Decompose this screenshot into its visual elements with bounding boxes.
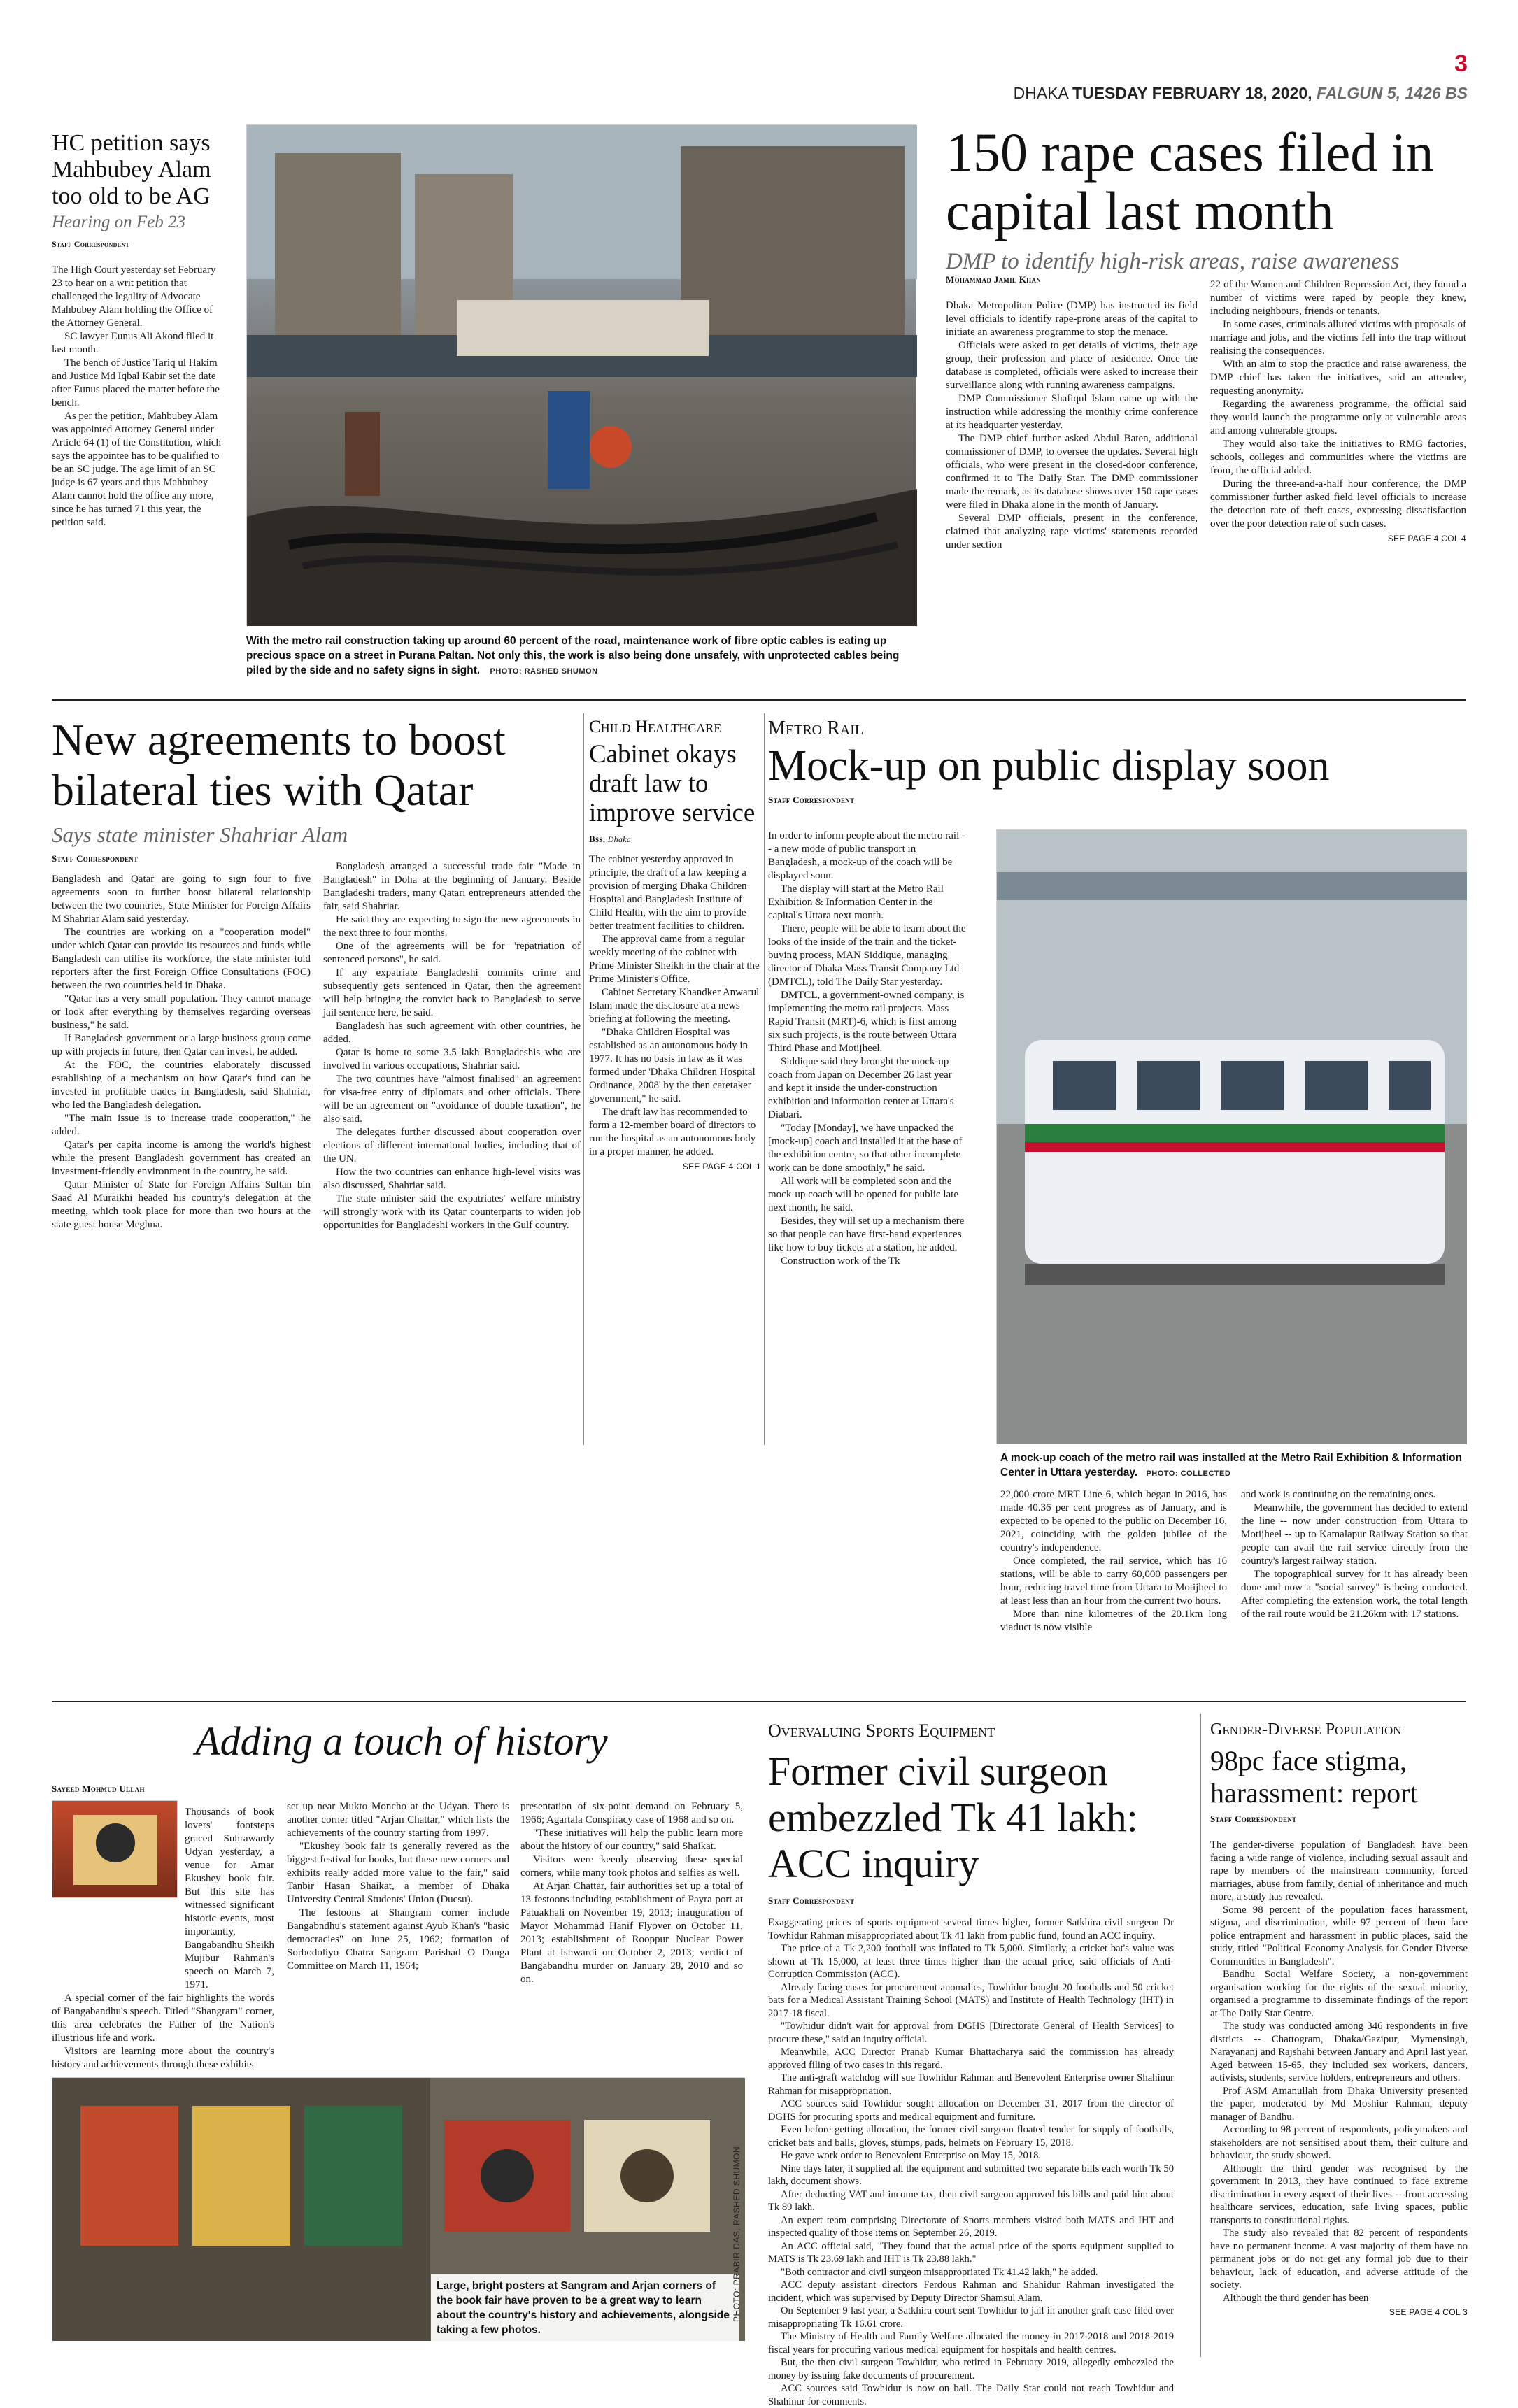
civil-para: ACC sources said Towhidur sought allocation on December 31, 2017 from the director of DGHS for procuring sports and medical equipment and furniture.	[768, 2098, 1174, 2123]
qatar-para: The two countries have "almost finalised" an agreement for visa-free entry of diplomats and other officials. There will be an agreement on "avoidance of double taxation", he also said.	[323, 1074, 581, 1125]
column-rule	[764, 713, 765, 1445]
gender-para: The study also revealed that 82 percent of respondents have no permanent income. A vast majority of them have no permanent jobs or do not get any formal job due to their behaviour, lack of education, and adverse attitude of the society.	[1210, 2228, 1468, 2291]
metro-byline: Staff Correspondent	[768, 795, 855, 805]
gender-byline: Staff Correspondent	[1210, 1814, 1297, 1824]
rape-headline: 150 rape cases filed in capital last month	[946, 122, 1434, 241]
rape-para: During the three-and-a-half hour conference, the DMP commissioner further asked field level officials to increase the detection rate of theft cases, expressing dissatisfaction over the poor detection rate of such cases.	[1210, 478, 1466, 529]
civil-para: "Towhidur didn't wait for approval from DGHS [Directorate General of Health Services] to procure these," said an inquiry official.	[768, 2021, 1174, 2045]
gender-para: Some 98 percent of the population faces harassment, stigma, and discrimination, while 97 percent of them face police entrapment and harassment in public places, said the study, titled "Political Economy Analysis for Gender Diverse Communities in Bangladesh".	[1210, 1904, 1468, 1967]
gender-para: Bandhu Social Welfare Society, a non-government organisation working for the rights of the sexual minority, organised a programme to disseminate findings of the report at The Daily Star Centre.	[1210, 1969, 1468, 2019]
metro-para: Siddique said they brought the mock-up coach from Japan on December 26 last year and kept it inside the under-construction exhibition and information center at Uttara's Diabari.	[768, 1056, 954, 1120]
child-story	[589, 718, 761, 1171]
metro-para: and work is continuing on the remaining ones.	[1241, 1489, 1436, 1500]
caption-text: With the metro rail construction taking up around 60 percent of the road, maintenance work of fibre optic cables is eating up precious space on a street in Purana Paltan. Not only this, the work is also being done unsafely, with unprotected cables being piled by the side and no safety signs in sight.	[246, 635, 900, 676]
metro-para: Besides, they will set up a mechanism there so that people can have first-hand experiences like how to buy tickets at a station, he added.	[768, 1216, 965, 1253]
page-number: 3	[1454, 50, 1468, 77]
civil-para: He gave work order to Benevolent Enterprise on May 15, 2018.	[781, 2150, 1042, 2161]
rape-para: Regarding the awareness programme, the official said they would launch the programme only at vulnerable areas and among vulnerable groups.	[1210, 399, 1466, 436]
rape-col-2	[1210, 278, 1466, 543]
qatar-para: The state minister said the expatriates' welfare ministry will strongly work with its Qatar counterparts to widen job opportunities for Bangladeshi workers in the Gulf country.	[323, 1193, 581, 1231]
hc-headline: HC petition says Mahbubey Alam too old to be AG	[52, 130, 211, 209]
masthead-date: TUESDAY FEBRUARY 18, 2020,	[1072, 84, 1312, 102]
qatar-story	[52, 715, 590, 864]
qatar-col-2	[323, 860, 581, 1232]
civil-byline: Staff Correspondent	[768, 1895, 855, 1906]
history-col-3	[520, 1800, 743, 1986]
metro-headline: Mock-up on public display soon	[768, 742, 1330, 790]
civil-para: After deducting VAT and income tax, then civil surgeon approved his bills and paid him about Tk 89 lakh.	[768, 2188, 1174, 2213]
section-divider	[52, 1701, 1466, 1702]
qatar-deck: Says state minister Shahriar Alam	[52, 822, 348, 847]
masthead-dateline	[1014, 84, 1468, 103]
gender-body	[1210, 1839, 1468, 2317]
column-rule	[583, 713, 584, 1445]
history-byline: Sayeed Mohmud Ullah	[52, 1783, 145, 1794]
qatar-para: Qatar's per capita income is among the world's highest while the present Bangladesh government has created an investment-friendly environment in the country, he said.	[52, 1139, 311, 1177]
qatar-headline: New agreements to boost bilateral ties with Qatar	[52, 715, 506, 815]
hc-para: The High Court yesterday set February 23 to hear on a writ petition that challenged the legality of Advocate Mahbubey Alam holding the Office of the Attorney General.	[52, 264, 216, 329]
civil-para: On September 9 last year, a Satkhira court sent Towhidur to jail in another graft case filed over misappropriating Tk 16.61 crore.	[768, 2305, 1174, 2330]
child-continued[interactable]: SEE PAGE 4 COL 1	[682, 1162, 761, 1171]
caption-text: A mock-up coach of the metro rail was installed at the Metro Rail Exhibition & Information Center in Uttara yesterday.	[1000, 1452, 1462, 1479]
hc-para: SC lawyer Eunus Ali Akond filed it last month.	[52, 331, 214, 355]
history-para: At Arjan Chattar, fair authorities set up a total of 13 festoons including establishment of Payra port at Patuakhali on November 19, 2013; inauguration of Mayor Mohammad Hanif Flyover on October 11, 2013; establishment of Rooppur Nuclear Power Plant at Ishwardi on October 2, 2013; verdict of Bangabandhu murder on January 28, 2010 and so on.	[520, 1881, 743, 1985]
qatar-para: The countries are working on a "cooperation model" under which Qatar can provide its resources and funds while Bangladesh can utilise its workforce, the state minister told reporters after the first Foreign Office Consultations (FOC) between the two countries held in Dhaka.	[52, 927, 311, 991]
qatar-para: How the two countries can enhance high-level visits was also discussed, Shahriar said.	[323, 1167, 581, 1191]
hc-para: The bench of Justice Tariq ul Hakim and Justice Md Iqbal Kabir set the date after Eunus placed the matter before the bench.	[52, 357, 220, 408]
child-byline-agency: Bss,	[589, 834, 606, 844]
child-para: The draft law has recommended to form a 12-member board of directors to run the hospital as an autonomous body in a proper manner, he added.	[589, 1106, 756, 1157]
metro-col-1	[768, 829, 968, 1268]
qatar-para: At the FOC, the countries elaborately discussed establishing of a mechanism on how Qatar's fund can be invested in profitable trades in Bangladesh, said Shahriar, who led the Bangladesh delegation.	[52, 1060, 311, 1111]
qatar-para: "Qatar has a very small population. They cannot manage or look after everything by themselves regarding overseas business," he said.	[52, 993, 311, 1031]
metro-para: Meanwhile, the government has decided to extend the line -- now under construction from Uttara to Motijheel -- up to Kamalapur Railway Station so that people can avail the rail service directly from the country's largest railway station.	[1241, 1502, 1468, 1567]
masthead-city: DHAKA	[1013, 84, 1068, 102]
civil-para: Even before getting allocation, the former civil surgeon floated tender for supply of footballs, cricket bats and balls, gloves, stumps, pads, helmets on February 15, 2018.	[768, 2124, 1174, 2149]
history-col-1	[52, 1806, 274, 2072]
qatar-para: Bangladesh arranged a successful trade fair "Made in Bangladesh" in Doha at the beginning of January. Beside Bangladeshi traders, many Qatari entrepreneurs attended the fair, said Shahriar.	[323, 861, 581, 912]
hc-byline: Staff Correspondent	[52, 239, 130, 249]
book-fair-caption: Large, bright posters at Sangram and Arjan corners of the book fair have proven to be a great way to learn about the country's history and achievements, alongside taking a few photos.	[431, 2274, 739, 2342]
metro-mockup-caption	[1000, 1451, 1468, 1481]
history-para: A special corner of the fair highlights the words of Bangabandhu's speech. Titled "Shangram" corner, this area celebrates the Father of the Nation's illustrious life and work.	[52, 1993, 274, 2044]
civil-headline: Former civil surgeon embezzled Tk 41 lakh: ACC inquiry	[768, 1748, 1138, 1886]
hc-deck: Hearing on Feb 23	[52, 213, 185, 231]
rape-story	[946, 123, 1467, 275]
qatar-para: The delegates further discussed about cooperation over elections of different international bodies, including that of the UN.	[323, 1127, 581, 1164]
metro-para: More than nine kilometres of the 20.1km long viaduct is now visible	[1000, 1609, 1227, 1633]
qatar-para: One of the agreements will be for "repatriation of sentenced persons", he said.	[323, 941, 581, 965]
hc-para: As per the petition, Mahbubey Alam was appointed Attorney General under Article 64 (1) of the Constitution, which says the appointee has to be qualified to be an SC judge. The age limit of an SC judge is 67 years and thus Mahbubey Alam cannot hold the office any more, since he has turned 71 this year, the petition said.	[52, 411, 222, 528]
section-divider	[52, 699, 1466, 701]
photo-credit: PHOTO: PRABIR DAS, RASHED SHUMON	[732, 2146, 742, 2322]
history-para: presentation of six-point demand on February 5, 1966; Agartala Conspiracy case of 1968 and so on.	[520, 1801, 743, 1825]
history-para: set up near Mukto Moncho at the Udyan. There is another corner titled "Arjan Chattar," which lists the achievements of the country starting from 1997.	[287, 1801, 509, 1839]
gender-kicker: Gender-Diverse Population	[1210, 1720, 1402, 1739]
rape-byline: Mohammad Jamil Khan	[946, 274, 1042, 285]
civil-para: "Both contractor and civil surgeon misappropriated Tk 41.42 lakh," he added.	[781, 2266, 1098, 2278]
rape-para: They would also take the initiatives to RMG factories, schools, colleges and communities where the victims are from, the official added.	[1210, 439, 1466, 476]
rape-para: With an aim to stop the practice and raise awareness, the DMP chief has taken the initiatives, said an attendee, requesting anonymity.	[1210, 359, 1466, 397]
civil-para: Exaggerating prices of sports equipment several times higher, former Satkhira civil surgeon Dr Towhidur Rahman misappropriated about Tk 41 lakh from public fund, found an ACC inquiry.	[768, 1917, 1174, 1942]
hc-story	[52, 130, 227, 529]
metro-mockup-image	[997, 830, 1467, 1444]
history-para: Visitors are learning more about the country's history and achievements through these exhibits	[52, 2046, 274, 2070]
civil-para: The Ministry of Health and Family Welfare allocated the money in 2017-2018 and 2018-2019 fiscal years for procuring various medical equipment for hospitals and health centres.	[768, 2331, 1174, 2356]
history-para: Visitors were keenly observing these special corners, while many took photos and selfies as well.	[520, 1854, 743, 1879]
photo-credit: PHOTO: RASHED SHUMON	[490, 667, 598, 676]
rape-para: Dhaka Metropolitan Police (DMP) has instructed its field level officials to identify rape-prone areas of the capital to initiate an awareness programme to stop the menace.	[946, 300, 1198, 338]
civil-para: Meanwhile, ACC Director Pranab Kumar Bhattacharya said the commission has already approved filing of two cases in this regard.	[768, 2046, 1174, 2071]
qatar-byline: Staff Correspondent	[52, 853, 139, 864]
civil-para: An expert team comprising Directorate of Sports members visited both MATS and IHT and inspected quality of those items on September 26, 2019.	[768, 2214, 1174, 2239]
rape-para: The DMP chief further asked Abdul Baten, additional commissioner of DMP, to oversee the updates. Several high officials, who were present in the closed-door conference, confirmed it to The Daily Star. The DMP commissioner made the remark, as its database shows over 150 rape cases were filed in Dhaka alone in the month of January.	[946, 433, 1198, 511]
hc-body	[52, 264, 227, 529]
history-col-2	[287, 1800, 509, 1973]
metro-story	[768, 718, 1468, 806]
qatar-col-1	[52, 873, 311, 1232]
gender-story	[1210, 1720, 1468, 2317]
qatar-para: Qatar Minister of State for Foreign Affairs Sultan bin Saad Al Muraikhi headed his country's delegation at the meeting, which took place for more than two hours at the state guest house Meghna.	[52, 1179, 311, 1230]
history-para: "These initiatives will help the public learn more about the history of our country," said Shaikat.	[520, 1828, 743, 1852]
metro-para: DMTCL, a government-owned company, is implementing the metro rail projects. Mass Rapid Transit (MRT)-6, which is first among six such projects, is the route between Uttara Third Phase and Motijheel.	[768, 990, 965, 1054]
civil-para: ACC deputy assistant directors Ferdous Rahman and Shahidur Rahman investigated the incident, which was supervised by Deputy Director Shamsul Alam.	[768, 2279, 1174, 2304]
child-body	[589, 853, 761, 1171]
rape-para: Several DMP officials, present in the conference, claimed that analyzing rape victims' statements recorded under section	[946, 513, 1198, 550]
gender-para: The gender-diverse population of Bangladesh have been facing a wide range of violence, including sexual assault and rape by members of the mainstream community, forced marriages, abuse from family, denial of inheritance and much more, a study has revealed.	[1210, 1839, 1468, 1902]
civil-para: ACC sources said Towhidur is now on bail. The Daily Star could not reach Towhidur and Shahinur for comments.	[768, 2383, 1174, 2407]
rape-para: 22 of the Women and Children Repression Act, they found a number of victims were raped by people they knew, including neighbours, friends or tenants.	[1210, 279, 1466, 317]
metro-kicker: Metro Rail	[768, 718, 864, 739]
rape-para: DMP Commissioner Shafiqul Islam came up with the instruction while addressing the monthly crime conference at its headquarter yesterday.	[946, 393, 1198, 431]
gender-para: Although the third gender has been	[1223, 2292, 1369, 2304]
rape-para: Officials were asked to get details of victims, their age group, their profession and place of residence. Once the database is completed, officials were asked to increase their surveillance along with running awareness campaigns.	[946, 340, 1198, 391]
qatar-para: Qatar is home to some 3.5 lakh Bangladeshis who are involved in various occupations, Shahriar said.	[323, 1047, 581, 1071]
metro-para: The display will start at the Metro Rail Exhibition & Information Center in the capital's Uttara next month.	[768, 883, 944, 921]
child-byline-city: Dhaka	[607, 834, 632, 844]
civil-para: Already facing cases for procurement anomalies, Towhidur bought 20 footballs and 50 cricket bats for a Medical Assistant Training School (MATS) and Institute of Health Technology (IHT) in 2017-18 fiscal.	[768, 1981, 1174, 2019]
metro-para: All work will be completed soon and the mock-up coach will be opened for public late next month, he said.	[768, 1176, 958, 1213]
qatar-para: Bangladesh and Qatar are going to sign four to five agreements soon to further boost bilateral relationship between the two countries, State Minister for Foreign Affairs M Shahriar Alam said yesterday.	[52, 874, 311, 925]
gender-para: Prof ASM Amanullah from Dhaka University presented the paper, moderated by Md Moshiur Rahman, deputy manager of Bandhu.	[1210, 2085, 1468, 2123]
civil-para: An ACC official said, "They found that the actual price of the sports equipment supplied to MATS is Tk 23.69 lakh and IHT is Tk 23.88 lakh."	[768, 2240, 1174, 2265]
metro-construction-photo	[246, 124, 916, 625]
qatar-para: "The main issue is to increase trade cooperation," he added.	[52, 1113, 311, 1137]
metro-mockup-photo	[996, 829, 1466, 1444]
metro-para: The topographical survey for it has already been done and now a "social survey" is being conducted. After completing the extension work, the total length of the rail route would be 21.26km with 17 stations.	[1241, 1569, 1468, 1620]
rape-para: In some cases, criminals allured victims with proposals of marriage and jobs, and the victims fell into the trap without realising the consequences.	[1210, 319, 1466, 357]
civil-para: The price of a Tk 2,200 football was inflated to Tk 5,000. Similarly, a cricket bat's value was shown at Tk 15,000, at least three times higher than the actual price, said officials of Anti-Corruption Commission (ACC).	[768, 1943, 1174, 1980]
gender-para: The study was conducted among 346 respondents in five districts -- Chattogram, Dhaka/Gazipur, Mymensingh, Narayananj and Rajshahi between January and April last year. Aged between 15-65, they included sex workers, dancers, activists, students, service holders, entrepreneurs and others.	[1210, 2021, 1468, 2083]
gender-continued[interactable]: SEE PAGE 4 COL 3	[1389, 2307, 1468, 2317]
metro-col-3	[1241, 1488, 1468, 1621]
qatar-para: He said they are expecting to sign the new agreements in the next three to four months.	[323, 914, 581, 939]
history-headline: Adding a touch of history	[195, 1718, 608, 1764]
metro-col-2	[1000, 1488, 1227, 1634]
civil-para: The anti-graft watchdog will sue Towhidur Rahman and Benevolent Enterprise owner Shahinur Rahman for misappropriation.	[768, 2072, 1174, 2097]
child-para: The approval came from a regular weekly meeting of the cabinet with Prime Minister Sheikh in the chair at the Prime Minister's Office.	[589, 934, 760, 985]
qatar-para: Bangladesh has such agreement with other countries, he added.	[323, 1020, 581, 1045]
civil-body	[768, 1916, 1174, 2408]
metro-construction-caption	[246, 634, 916, 679]
civil-kicker: Overvaluing Sports Equipment	[768, 1720, 995, 1741]
child-kicker: Child Healthcare	[589, 718, 722, 736]
column-rule	[1200, 1714, 1201, 2357]
qatar-para: If Bangladesh government or a large business group come up with projects in future, then Qatar can invest, he added.	[52, 1033, 311, 1057]
photo-credit: PHOTO: COLLECTED	[1146, 1469, 1231, 1478]
metro-para: There, people will be able to learn about the looks of the inside of the train and the ticket-buying process, MAN Siddique, managing director of Dhaka Mass Transit Company Ltd (DMTCL), told The Daily Star yesterday.	[768, 923, 966, 988]
rape-continued[interactable]: SEE PAGE 4 COL 4	[1387, 534, 1466, 543]
child-para: "Dhaka Children Hospital was established as an autonomous body in 1977. It has no basis in law as it was formed under 'Dhaka Children Hospital Ordinance, 2008' by the then caretaker government," he said.	[589, 1027, 756, 1104]
history-para: "Ekushey book fair is generally revered as the biggest festival for books, but these new corners and exhibits really added more value to the fair," said Tanbir Hasan Shaikat, a member of Dhaka University Central Students' Union (Ducsu).	[287, 1841, 509, 1905]
metro-para: Construction work of the Tk	[781, 1255, 900, 1267]
qatar-para: If any expatriate Bangladeshi commits crime and subsequently gets sentenced in Qatar, then the agreement will help bringing the convict back to Bangladesh to serve jail sentence here, he said.	[323, 967, 581, 1018]
metro-para: In order to inform people about the metro rail -- a new mode of public transport in Bangladesh, a mock-up of the coach will be displayed soon.	[768, 830, 965, 881]
metro-para: "Today [Monday], we have unpacked the [mock-up] coach and installed it at the base of the exhibition centre, so that other incomplete work can be done smoothly," he said.	[768, 1123, 963, 1174]
child-headline: Cabinet okays draft law to improve service	[589, 740, 756, 827]
rape-col-1	[946, 299, 1198, 552]
gender-para: Although the third gender was recognised by the government in 2013, they have continued to face extreme discrimination in every aspect of their lives -- from accessing healthcare services, education, safe living spaces, public transports to constitutional rights.	[1210, 2163, 1468, 2226]
history-para: The festoons at Shangram corner include Bangabndhu's statement against Ayub Khan's "basic democracies" on June 25, 1962; formation of Sorbodoliyo Chatra Sangram Parishad O Danga Committee on March 11, 1964;	[287, 1907, 509, 1972]
child-para: The cabinet yesterday approved in principle, the draft of a law keeping a provision of merging Dhaka Children Hospital and Bangladesh Institute of Child Health, with the aim to provide better treatment facilities to children.	[589, 854, 747, 932]
child-byline	[589, 834, 761, 845]
rape-deck: DMP to identify high-risk areas, raise awareness	[946, 249, 1400, 274]
gender-headline: 98pc face stigma, harassment: report	[1210, 1745, 1418, 1809]
metro-construction-image	[247, 125, 917, 626]
gender-para: According to 98 percent of respondents, policymakers and stakeholders are not sensitised about them, their culture and behaviour, the study showed.	[1210, 2124, 1468, 2161]
civil-para: But, the then civil surgeon Towhidur, who retired in February 2019, allegedly embezzled the money by issuing fake documents of procurement.	[768, 2357, 1174, 2381]
civil-story	[768, 1720, 1174, 2408]
metro-para: Once completed, the rail service, which has 16 stations, will be able to carry 60,000 passengers per hour, reducing travel time from Uttara to Motijheel to at least less than an hour from the current two hours.	[1000, 1555, 1227, 1606]
civil-para: Nine days later, it supplied all the equipment and submitted two separate bills each worth Tk 50 lakh, document shows.	[768, 2163, 1174, 2187]
metro-para: 22,000-crore MRT Line-6, which began in 2016, has made 40.36 per cent progress as of January, and is expected to be opened to the public on December 16, 2021, coinciding with the golden jubilee of the country's independence.	[1000, 1489, 1227, 1553]
child-para: Cabinet Secretary Khandker Anwarul Islam made the disclosure at a news briefing at following the meeting.	[589, 987, 760, 1025]
masthead-bangla-date: FALGUN 5, 1426 BS	[1316, 84, 1468, 102]
history-para: Thousands of book lovers' footsteps graced Suhrawardy Udyan yesterday, a venue for Amar Ekushey book fair. But this site has witnessed significant historic events, most importantly, Bangabandhu Sheikh Mujibur Rahman's speech on March 7, 1971.	[185, 1807, 274, 1990]
